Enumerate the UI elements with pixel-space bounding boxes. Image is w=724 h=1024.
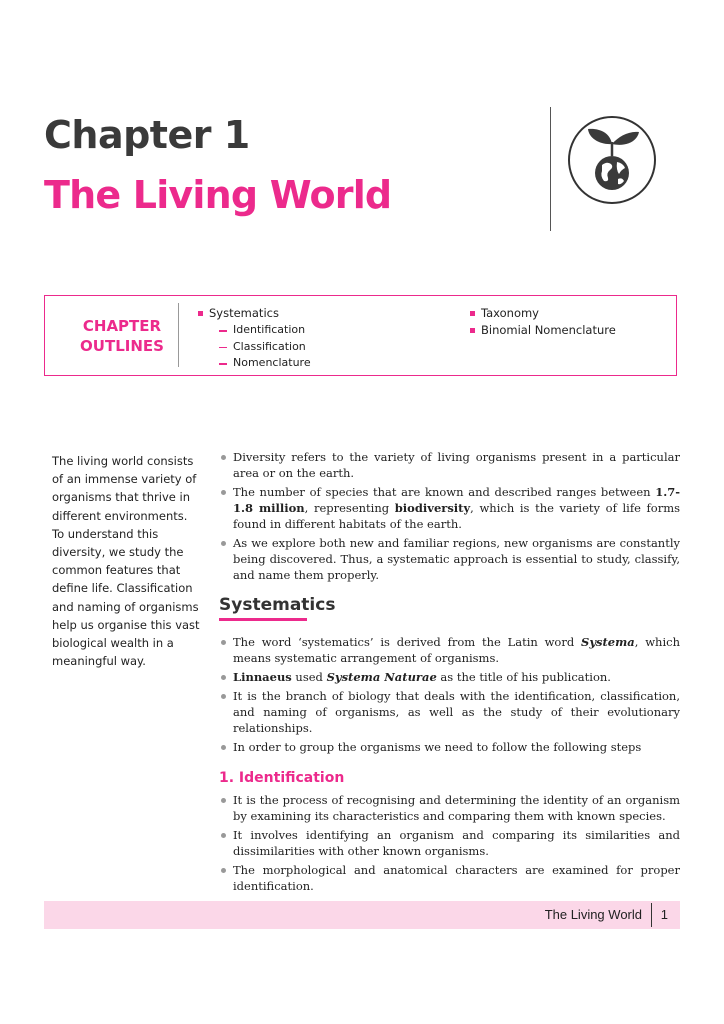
text-run: The number of species that are known and described ranges between	[233, 485, 656, 499]
intro-bullet-diversity: Diversity refers to the variety of living organisms present in a particular area or on the earth.	[219, 449, 680, 481]
text-run: , representing	[304, 501, 395, 515]
intro-bullet-species-count	[219, 484, 680, 532]
systematics-bullet-etymology	[219, 634, 680, 666]
outline-item-label: Systematics	[209, 306, 279, 320]
outline-item-binomial-nomenclature: Binomial Nomenclature	[470, 322, 616, 339]
outline-column-2	[470, 305, 616, 339]
footer-divider	[651, 903, 653, 927]
text-run: , which is the variety of life forms found in different habitats of the earth.	[233, 501, 681, 531]
outline-heading-line2: OUTLINES	[80, 337, 164, 355]
main-content	[219, 449, 680, 897]
outline-subitem-identification: Identification	[209, 322, 311, 339]
plant-globe-icon	[567, 115, 657, 205]
text-run: , which means systematic arrangement of organisms.	[233, 635, 680, 665]
outline-divider	[178, 303, 179, 367]
systematics-bullet-steps: In order to group the organisms we need to follow the following steps	[219, 739, 680, 755]
chapter-outline-box	[44, 295, 677, 376]
systematics-bullets	[219, 634, 680, 755]
identification-bullets	[219, 792, 680, 894]
sidebar-intro-note: The living world consists of an immense variety of organisms that thrive in different environments. To understand this diversity, we study the common features that define life. Classification and naming of organisms help us organise this vast biological wealth in a meaningful way.	[52, 454, 200, 669]
outline-item-taxonomy: Taxonomy	[470, 305, 616, 322]
outline-sublist	[209, 322, 311, 372]
chapter-title: The Living World	[44, 173, 392, 217]
chapter-outline-heading	[67, 316, 177, 356]
identification-bullet-characters: The morphological and anatomical characters are examined for proper identification.	[219, 862, 680, 894]
text-run: as the title of his publication.	[436, 670, 611, 684]
systematics-bullet-definition: It is the branch of biology that deals with the identification, classification, and naming of organisms, as well as the study of their evolutionary relationships.	[219, 688, 680, 736]
outline-item-systematics	[198, 305, 311, 372]
bold-term: biodiversity	[394, 501, 471, 515]
italic-term: Systema Naturae	[326, 670, 437, 684]
subsection-heading-identification: 1. Identification	[219, 770, 345, 786]
chapter-label: Chapter 1	[44, 113, 250, 157]
intro-bullet-exploration: As we explore both new and familiar regions, new organisms are constantly being discovered. Thus, a systematic approach is essential to study, classify, and name them properly.	[219, 535, 680, 583]
text-run: used	[291, 670, 327, 684]
systematics-bullet-linnaeus	[219, 669, 680, 685]
section-heading-systematics: Systematics	[219, 595, 336, 615]
outline-heading-line1: CHAPTER	[82, 317, 162, 335]
italic-term: Systema	[581, 635, 635, 649]
page-footer	[44, 901, 680, 929]
text-run: The word ‘systematics’ is derived from the Latin word	[233, 635, 582, 649]
footer-title: The Living World	[544, 907, 642, 922]
bold-term: 1.7-1.8 million	[233, 485, 680, 515]
section-underline	[219, 618, 307, 621]
intro-bullets	[219, 449, 680, 583]
identification-bullet-comparison: It involves identifying an organism and comparing its similarities and dissimilarities with other known organisms.	[219, 827, 680, 859]
outline-subitem-nomenclature: Nomenclature	[209, 355, 311, 372]
outline-subitem-classification: Classification	[209, 339, 311, 356]
title-divider	[550, 107, 551, 231]
page-number: 1	[660, 907, 668, 922]
bold-term: Linnaeus	[233, 670, 292, 684]
identification-bullet-process: It is the process of recognising and determining the identity of an organism by examining its characteristics and comparing them with known species.	[219, 792, 680, 824]
outline-column-1	[198, 305, 311, 372]
